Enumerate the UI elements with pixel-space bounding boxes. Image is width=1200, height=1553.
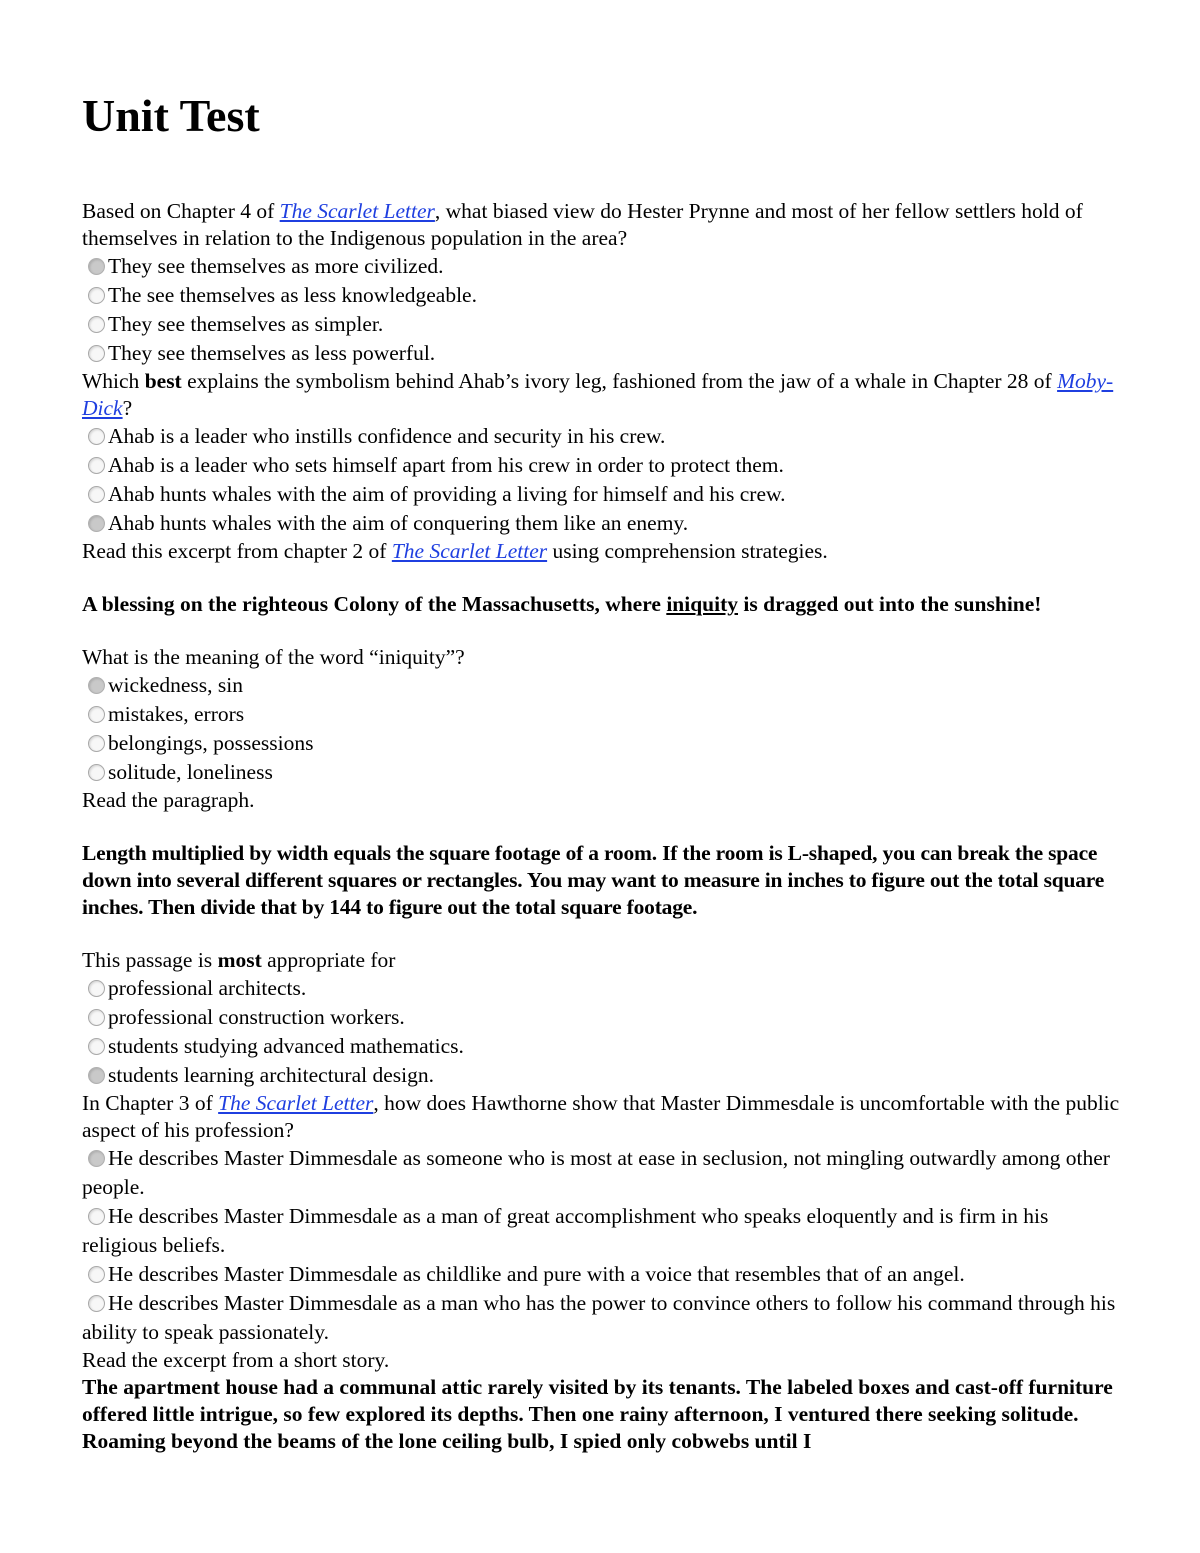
radio-icon[interactable]	[88, 345, 105, 362]
question-2: Which best explains the symbolism behind Ahab’s ivory leg, fashioned from the jaw of a whale in Chapter 28 of Moby-Dick?	[82, 369, 1114, 420]
radio-icon[interactable]	[88, 706, 105, 723]
moby-dick-link[interactable]: Moby-Dick	[82, 369, 1114, 420]
page-title: Unit Test	[82, 90, 260, 141]
question-1-options	[82, 252, 1122, 368]
radio-selected-icon[interactable]	[88, 1067, 105, 1084]
question-5-options	[82, 1144, 1122, 1347]
test-content	[82, 198, 1122, 1455]
radio-icon[interactable]	[88, 316, 105, 333]
question-4-intro: Read the paragraph.	[82, 788, 255, 812]
question-3: What is the meaning of the word “iniquity”?	[82, 645, 465, 669]
scarlet-letter-link[interactable]: The Scarlet Letter	[391, 539, 548, 563]
question-5: In Chapter 3 of The Scarlet Letter, how does Hawthorne show that Master Dimmesdale is uncomfortable with the public aspect of his profession?	[82, 1091, 1120, 1142]
answer-option-label: students learning architectural design.	[108, 1063, 434, 1087]
answer-option-label: They see themselves as more civilized.	[108, 254, 444, 278]
radio-icon[interactable]	[88, 1009, 105, 1026]
radio-icon[interactable]	[88, 764, 105, 781]
radio-icon[interactable]	[88, 457, 105, 474]
answer-option-label: solitude, loneliness	[108, 760, 273, 784]
answer-option-label: professional construction workers.	[108, 1005, 405, 1029]
answer-option[interactable]	[82, 671, 1122, 700]
radio-icon[interactable]	[88, 1208, 105, 1225]
answer-option-label: belongings, possessions	[108, 731, 314, 755]
answer-option[interactable]	[82, 1003, 1122, 1032]
radio-icon[interactable]	[88, 980, 105, 997]
answer-option[interactable]	[82, 281, 1122, 310]
answer-option-label: The see themselves as less knowledgeable.	[108, 283, 477, 307]
answer-option[interactable]	[82, 700, 1122, 729]
scarlet-letter-link[interactable]: The Scarlet Letter	[218, 1091, 374, 1115]
answer-option[interactable]	[82, 729, 1122, 758]
answer-option[interactable]	[82, 1144, 1122, 1202]
answer-option-label: He describes Master Dimmesdale as someone who is most at ease in seclusion, not mingling outwardly among other people.	[82, 1146, 1110, 1199]
answer-option-label: He describes Master Dimmesdale as a man of great accomplishment who speaks eloquently and is firm in his religious beliefs.	[82, 1204, 1049, 1257]
question-2-options	[82, 422, 1122, 538]
scarlet-letter-link[interactable]: The Scarlet Letter	[279, 199, 435, 223]
answer-option-label: mistakes, errors	[108, 702, 245, 726]
answer-option-label: They see themselves as simpler.	[108, 312, 384, 336]
question-3-excerpt: A blessing on the righteous Colony of the Massachusetts, where iniquity is dragged out into the sunshine!	[82, 592, 1042, 616]
answer-option[interactable]	[82, 974, 1122, 1003]
radio-icon[interactable]	[88, 486, 105, 503]
question-6-excerpt: The apartment house had a communal attic rarely visited by its tenants. The labeled boxes and cast-off furniture offered little intrigue, so few explored its depths. Then one rainy afternoon, I ventured there seeking solitude. Roaming beyond the beams of the lone ceiling bulb, I spied only cobwebs until I	[82, 1375, 1113, 1453]
question-4: This passage is most appropriate for	[82, 948, 396, 972]
answer-option-label: He describes Master Dimmesdale as a man who has the power to convince others to follow his command through his ability to speak passionately.	[82, 1291, 1116, 1344]
answer-option[interactable]	[82, 1289, 1122, 1347]
answer-option[interactable]	[82, 509, 1122, 538]
answer-option-label: students studying advanced mathematics.	[108, 1034, 464, 1058]
answer-option[interactable]	[82, 252, 1122, 281]
question-6-intro: Read the excerpt from a short story.	[82, 1348, 390, 1372]
radio-selected-icon[interactable]	[88, 515, 105, 532]
answer-option[interactable]	[82, 1032, 1122, 1061]
answer-option[interactable]	[82, 422, 1122, 451]
radio-icon[interactable]	[88, 1038, 105, 1055]
answer-option-label: wickedness, sin	[108, 673, 243, 697]
radio-icon[interactable]	[88, 1266, 105, 1283]
answer-option-label: Ahab hunts whales with the aim of providing a living for himself and his crew.	[108, 482, 786, 506]
radio-icon[interactable]	[88, 428, 105, 445]
answer-option-label: Ahab hunts whales with the aim of conquering them like an enemy.	[108, 511, 689, 535]
question-4-passage: Length multiplied by width equals the square footage of a room. If the room is L-shaped, you can break the space down into several different squares or rectangles. You may want to measure in inches to figure out the total square inches. Then divide that by 144 to figure out the total square footage.	[82, 841, 1105, 919]
radio-selected-icon[interactable]	[88, 677, 105, 694]
answer-option-label: Ahab is a leader who instills confidence and security in his crew.	[108, 424, 666, 448]
radio-icon[interactable]	[88, 1295, 105, 1312]
answer-option[interactable]	[82, 451, 1122, 480]
answer-option-label: He describes Master Dimmesdale as childlike and pure with a voice that resembles that of an angel.	[108, 1262, 965, 1286]
answer-option[interactable]	[82, 758, 1122, 787]
answer-option[interactable]	[82, 480, 1122, 509]
question-1: Based on Chapter 4 of The Scarlet Letter, what biased view do Hester Prynne and most of her fellow settlers hold of themselves in relation to the Indigenous population in the area?	[82, 199, 1083, 250]
answer-option-label: professional architects.	[108, 976, 307, 1000]
answer-option[interactable]	[82, 1260, 1122, 1289]
question-4-options	[82, 974, 1122, 1090]
radio-icon[interactable]	[88, 735, 105, 752]
answer-option[interactable]	[82, 310, 1122, 339]
answer-option[interactable]	[82, 1202, 1122, 1260]
question-3-options	[82, 671, 1122, 787]
answer-option-label: They see themselves as less powerful.	[108, 341, 436, 365]
answer-option-label: Ahab is a leader who sets himself apart from his crew in order to protect them.	[108, 453, 784, 477]
question-3-intro: Read this excerpt from chapter 2 of The Scarlet Letter using comprehension strategies.	[82, 539, 828, 563]
radio-selected-icon[interactable]	[88, 1150, 105, 1167]
answer-option[interactable]	[82, 1061, 1122, 1090]
answer-option[interactable]	[82, 339, 1122, 368]
radio-selected-icon[interactable]	[88, 258, 105, 275]
radio-icon[interactable]	[88, 287, 105, 304]
